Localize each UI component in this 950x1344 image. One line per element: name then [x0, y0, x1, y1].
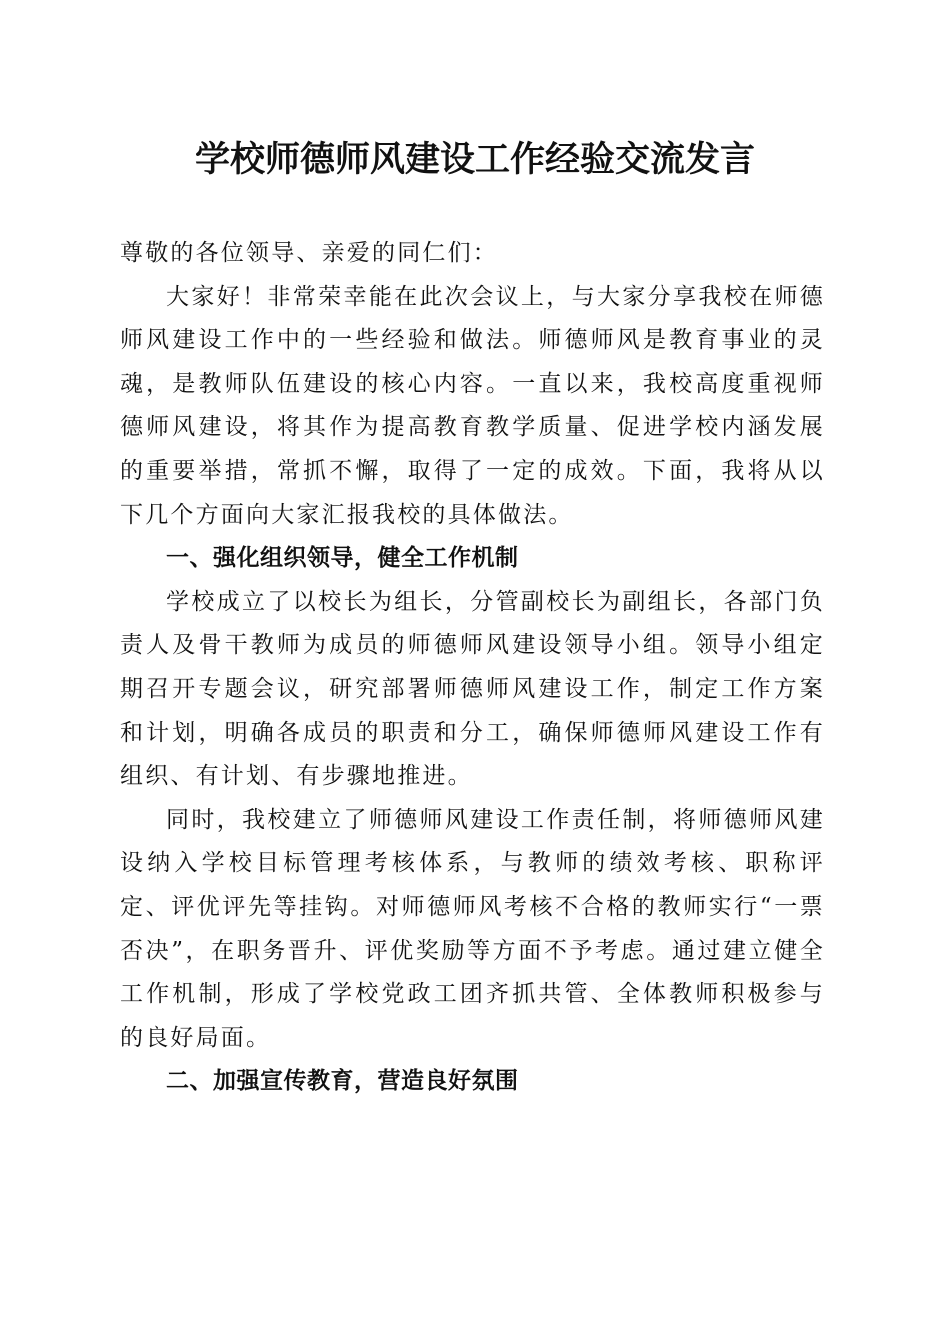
section-heading-2: 二、加强宣传教育，营造良好氛围: [166, 1068, 519, 1095]
section-1-paragraph-2: 同时，我校建立了师德师风建设工作责任制，将师德师风建设纳入学校目标管理考核体系，与教师的绩效考核、职称评定、评优评先等挂钩。对师德师风考核不合格的教师实行“一票否决”，在职务晋升、评优奖励等方面不予考虑。通过建立健全工作机制，形成了学校党政工团齐抓共管、全体教师积极参与的良好局面。: [120, 806, 825, 1051]
section-heading-1: 一、强化组织领导，健全工作机制: [166, 545, 519, 572]
salutation: 尊敬的各位领导、亲爱的同仁们：: [120, 240, 498, 266]
document-title: 学校师德师风建设工作经验交流发言: [194, 139, 755, 180]
intro-paragraph: 大家好！非常荣幸能在此次会议上，与大家分享我校在师德师风建设工作中的一些经验和做法。师德师风是教育事业的灵魂，是教师队伍建设的核心内容。一直以来，我校高度重视师德师风建设，将其作为提高教育教学质量、促进学校内涵发展的重要举措，常抓不懈，取得了一定的成效。下面，我将从以下几个方面向大家汇报我校的具体做法。: [120, 283, 825, 528]
document-body: [120, 232, 825, 1104]
section-1-paragraph-1: 学校成立了以校长为组长，分管副校长为副组长，各部门负责人及骨干教师为成员的师德师风建设领导小组。领导小组定期召开专题会议，研究部署师德师风建设工作，制定工作方案和计划，明确各成员的职责和分工，确保师德师风建设工作有组织、有计划、有步骤地推进。: [120, 588, 825, 790]
